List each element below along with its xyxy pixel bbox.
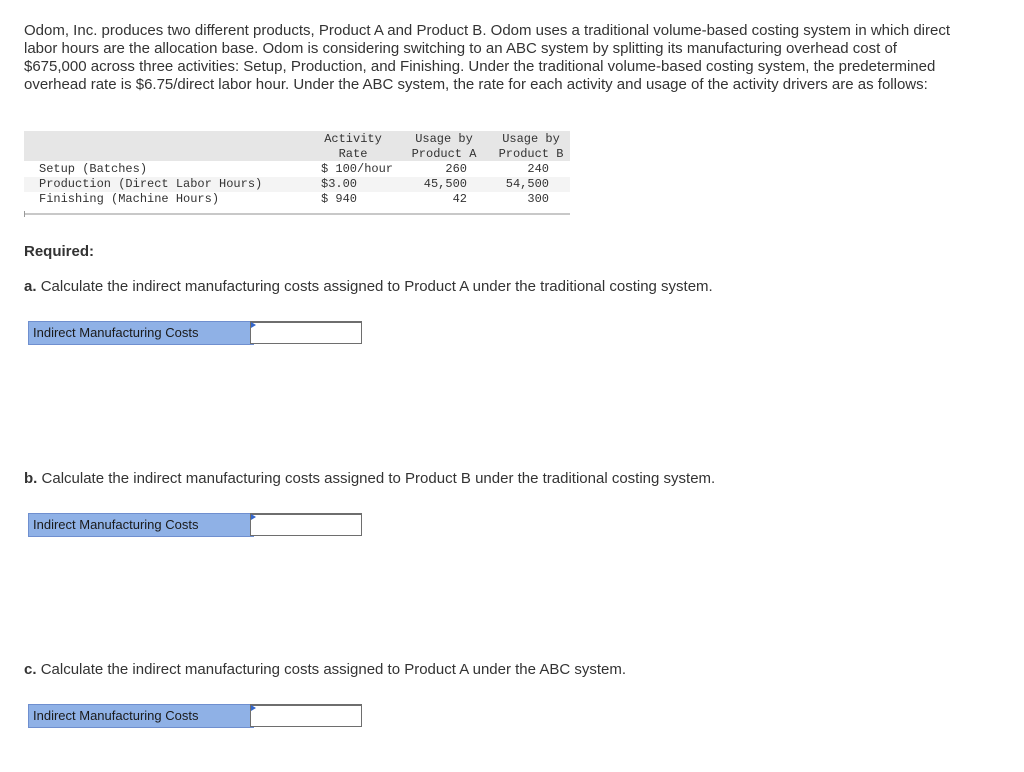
header-usage-b-line1: Usage by bbox=[502, 132, 560, 146]
indirect-costs-input-b[interactable] bbox=[250, 513, 362, 536]
answer-row-a bbox=[28, 321, 356, 345]
input-marker-icon bbox=[251, 514, 256, 520]
table-header-background bbox=[24, 131, 570, 161]
table-bottom-border bbox=[24, 213, 570, 215]
input-marker-icon bbox=[251, 322, 256, 328]
question-text: Calculate the indirect manufacturing costs assigned to Product B under the traditional costing system. bbox=[41, 470, 716, 487]
table-cell-activity: Production (Direct Labor Hours) bbox=[39, 177, 263, 191]
indirect-costs-input-c[interactable] bbox=[250, 704, 362, 727]
indirect-costs-input-a[interactable] bbox=[250, 321, 362, 344]
input-marker-icon bbox=[251, 705, 256, 711]
question-letter: c. bbox=[24, 661, 37, 678]
table-cell-usage-b: 240 bbox=[527, 162, 549, 176]
answer-row-c bbox=[28, 704, 356, 728]
table-cell-rate: $ 100/hour bbox=[321, 162, 394, 176]
question-b bbox=[24, 470, 715, 488]
table-cell-usage-a: 260 bbox=[445, 162, 467, 176]
header-usage-b-line2: Product B bbox=[498, 147, 564, 161]
table-corner-tick bbox=[24, 211, 25, 217]
question-a bbox=[24, 278, 713, 296]
header-activity-rate-line1: Activity bbox=[324, 132, 382, 146]
table-cell-usage-a: 45,500 bbox=[423, 177, 467, 191]
table-cell-usage-b: 300 bbox=[527, 192, 549, 206]
question-letter: a. bbox=[24, 278, 37, 295]
answer-label: Indirect Manufacturing Costs bbox=[28, 321, 254, 345]
answer-label: Indirect Manufacturing Costs bbox=[28, 513, 254, 537]
header-usage-a-line1: Usage by bbox=[415, 132, 473, 146]
table-cell-rate: $ 940 bbox=[321, 192, 358, 206]
table-cell-usage-b: 54,500 bbox=[505, 177, 549, 191]
activity-table bbox=[24, 131, 570, 218]
problem-intro: Odom, Inc. produces two different products, Product A and Product B. Odom uses a traditional volume-based costing system in which direct labor hours are the allocation base. Odom is considering switching to an ABC system by splitting its manufacturing overhead cost of $675,000 across three activities: Setup, Production, and Finishing. Under the traditional volume-based costing system, the predetermined overhead rate is $6.75/direct labor hour. Under the ABC system, the rate for each activity and usage of the activity drivers are as follows: bbox=[24, 22, 951, 93]
table-cell-activity: Setup (Batches) bbox=[39, 162, 148, 176]
question-c bbox=[24, 661, 626, 679]
question-text: Calculate the indirect manufacturing costs assigned to Product A under the ABC system. bbox=[40, 661, 627, 678]
table-cell-activity: Finishing (Machine Hours) bbox=[39, 192, 220, 206]
header-usage-a-line2: Product A bbox=[411, 147, 477, 161]
required-heading: Required: bbox=[24, 243, 95, 260]
table-cell-usage-a: 42 bbox=[452, 192, 467, 206]
header-activity-rate-line2: Rate bbox=[338, 147, 368, 161]
question-text: Calculate the indirect manufacturing costs assigned to Product A under the traditional costing system. bbox=[40, 278, 713, 295]
table-cell-rate: $3.00 bbox=[321, 177, 358, 191]
answer-row-b bbox=[28, 513, 356, 537]
answer-label: Indirect Manufacturing Costs bbox=[28, 704, 254, 728]
question-letter: b. bbox=[24, 470, 38, 487]
